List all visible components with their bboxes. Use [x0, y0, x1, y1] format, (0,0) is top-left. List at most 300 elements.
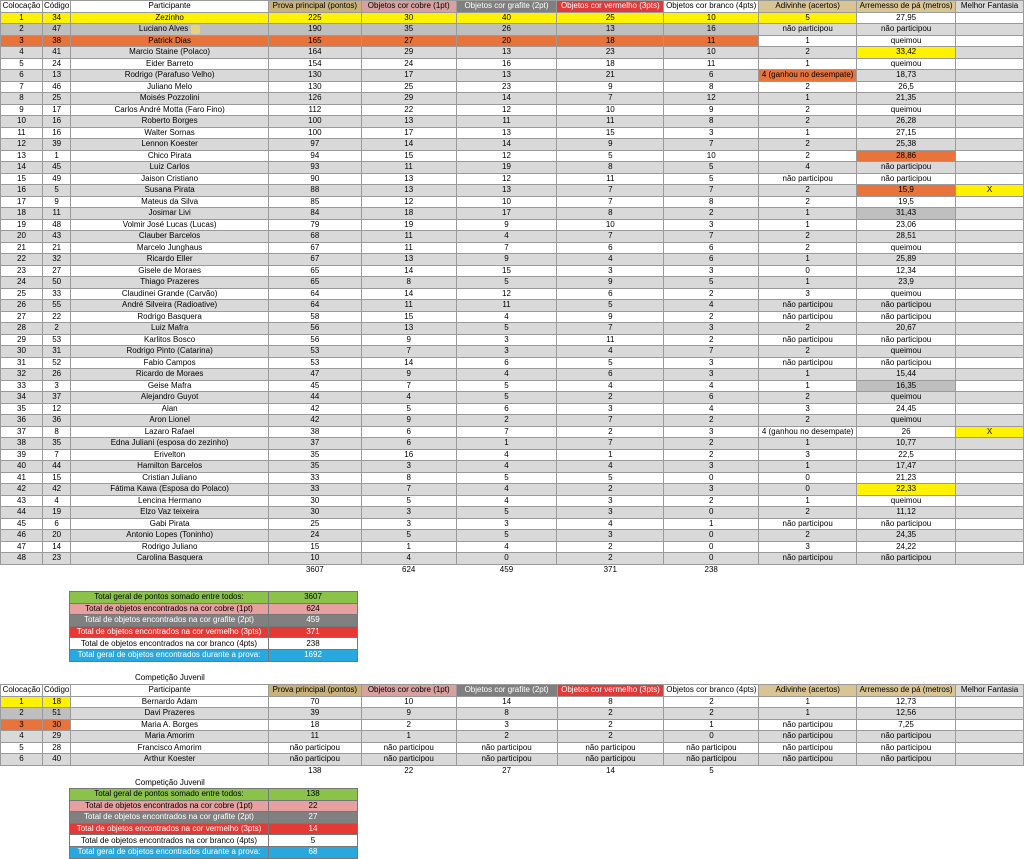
- cell[interactable]: 18: [557, 58, 664, 70]
- cell[interactable]: Francisco Amorim: [71, 742, 269, 754]
- cell[interactable]: [956, 484, 1024, 496]
- cell[interactable]: 2: [557, 426, 664, 438]
- cell[interactable]: 30: [268, 495, 361, 507]
- cell[interactable]: 9: [42, 196, 70, 208]
- cell[interactable]: 33: [42, 288, 70, 300]
- table-row[interactable]: [1, 208, 1024, 220]
- cell[interactable]: 6: [557, 369, 664, 381]
- cell[interactable]: 2: [456, 731, 557, 743]
- cell[interactable]: 2: [759, 323, 857, 335]
- table-row[interactable]: [1, 277, 1024, 289]
- cell[interactable]: 2: [664, 696, 759, 708]
- cell[interactable]: Ricardo Eller: [71, 254, 269, 266]
- cell[interactable]: 13: [557, 24, 664, 36]
- cell[interactable]: 1: [664, 719, 759, 731]
- cell[interactable]: 1: [759, 127, 857, 139]
- table-row[interactable]: [1, 104, 1024, 116]
- cell[interactable]: não participou: [759, 173, 857, 185]
- cell[interactable]: Thiago Prazeres: [71, 277, 269, 289]
- cell[interactable]: [956, 24, 1024, 36]
- cell[interactable]: 10: [1, 116, 43, 128]
- cell[interactable]: Cristian Juliano: [71, 472, 269, 484]
- cell[interactable]: 38: [42, 35, 70, 47]
- cell[interactable]: 3: [557, 530, 664, 542]
- cell[interactable]: 24,22: [857, 541, 956, 553]
- cell[interactable]: 24,35: [857, 530, 956, 542]
- cell[interactable]: 47: [42, 24, 70, 36]
- cell[interactable]: não participou: [857, 300, 956, 312]
- cell[interactable]: não participou: [759, 334, 857, 346]
- cell[interactable]: 15: [42, 472, 70, 484]
- cell[interactable]: 2: [759, 346, 857, 358]
- cell[interactable]: 2: [759, 530, 857, 542]
- cell[interactable]: 3: [664, 265, 759, 277]
- cell[interactable]: 13: [456, 70, 557, 82]
- cell[interactable]: 8: [361, 472, 456, 484]
- cell[interactable]: 23: [42, 553, 70, 565]
- cell[interactable]: 4: [557, 254, 664, 266]
- cell[interactable]: não participou: [759, 518, 857, 530]
- cell[interactable]: 28,86: [857, 150, 956, 162]
- cell[interactable]: [71, 564, 269, 575]
- cell[interactable]: 100: [268, 127, 361, 139]
- cell[interactable]: 64: [268, 300, 361, 312]
- cell[interactable]: 64: [268, 288, 361, 300]
- cell[interactable]: [956, 438, 1024, 450]
- cell[interactable]: 15: [361, 311, 456, 323]
- cell[interactable]: 67: [268, 242, 361, 254]
- cell[interactable]: [956, 231, 1024, 243]
- cell[interactable]: 15,9: [857, 185, 956, 197]
- cell[interactable]: queimou: [857, 288, 956, 300]
- cell[interactable]: 20,67: [857, 323, 956, 335]
- cell[interactable]: não participou: [456, 754, 557, 766]
- cell[interactable]: 7,25: [857, 719, 956, 731]
- cell[interactable]: 27: [1, 311, 43, 323]
- cell[interactable]: 4: [1, 47, 43, 59]
- cell[interactable]: Total de objetos encontrados na cor grafite (2pt): [70, 812, 269, 824]
- cell[interactable]: não participou: [759, 754, 857, 766]
- cell[interactable]: [956, 265, 1024, 277]
- cell[interactable]: 15: [456, 265, 557, 277]
- cell[interactable]: 1: [759, 208, 857, 220]
- cell[interactable]: 41: [42, 47, 70, 59]
- cell[interactable]: 238: [269, 638, 358, 650]
- cell[interactable]: 44: [1, 507, 43, 519]
- cell[interactable]: 18,73: [857, 70, 956, 82]
- cell[interactable]: 10: [361, 696, 456, 708]
- cell[interactable]: [956, 35, 1024, 47]
- cell[interactable]: 4: [759, 162, 857, 174]
- cell[interactable]: 7: [456, 426, 557, 438]
- cell[interactable]: 9: [557, 139, 664, 151]
- cell[interactable]: [956, 495, 1024, 507]
- cell[interactable]: 39: [268, 708, 361, 720]
- cell[interactable]: 3: [456, 719, 557, 731]
- cell[interactable]: 459: [269, 615, 358, 627]
- cell[interactable]: não participou: [857, 162, 956, 174]
- cell[interactable]: 7: [361, 484, 456, 496]
- cell[interactable]: 12: [361, 196, 456, 208]
- cell[interactable]: 459: [456, 564, 557, 575]
- cell[interactable]: 3: [557, 265, 664, 277]
- cell[interactable]: queimou: [857, 35, 956, 47]
- cell[interactable]: 4: [557, 346, 664, 358]
- cell[interactable]: não participou: [857, 518, 956, 530]
- cell[interactable]: 2: [664, 334, 759, 346]
- cell[interactable]: não participou: [759, 742, 857, 754]
- cell[interactable]: 11: [361, 300, 456, 312]
- table-row[interactable]: [1, 357, 1024, 369]
- cell[interactable]: 7: [664, 185, 759, 197]
- cell[interactable]: 8: [664, 116, 759, 128]
- cell[interactable]: 1: [759, 380, 857, 392]
- cell[interactable]: 28,51: [857, 231, 956, 243]
- table-row[interactable]: [1, 81, 1024, 93]
- cell[interactable]: 100: [268, 116, 361, 128]
- cell[interactable]: Eider Barreto: [71, 58, 269, 70]
- cell[interactable]: não participou: [664, 754, 759, 766]
- cell[interactable]: Maria Amorim: [71, 731, 269, 743]
- cell[interactable]: 17: [1, 196, 43, 208]
- table-row[interactable]: [1, 507, 1024, 519]
- cell[interactable]: Bernardo Adam: [71, 696, 269, 708]
- cell[interactable]: 154: [268, 58, 361, 70]
- cell[interactable]: Objetos cor grafite (2pt): [456, 685, 557, 697]
- cell[interactable]: 22,5: [857, 449, 956, 461]
- cell[interactable]: 1: [361, 731, 456, 743]
- cell[interactable]: 5: [557, 357, 664, 369]
- table-row[interactable]: [1, 472, 1024, 484]
- cell[interactable]: [956, 127, 1024, 139]
- cell[interactable]: 0: [664, 472, 759, 484]
- cell[interactable]: 225: [268, 12, 361, 24]
- cell[interactable]: 37: [268, 438, 361, 450]
- cell[interactable]: Luiz Mafra: [71, 323, 269, 335]
- cell[interactable]: 2: [759, 150, 857, 162]
- cell[interactable]: [956, 219, 1024, 231]
- cell[interactable]: 53: [42, 334, 70, 346]
- cell[interactable]: 7: [42, 449, 70, 461]
- cell[interactable]: Objetos cor branco (4pts): [664, 685, 759, 697]
- cell[interactable]: 190: [268, 24, 361, 36]
- cell[interactable]: Objetos cor cobre (1pt): [361, 685, 456, 697]
- table-row[interactable]: [1, 415, 1024, 427]
- cell[interactable]: 8: [557, 208, 664, 220]
- table-row[interactable]: [1, 754, 1024, 766]
- cell[interactable]: 14: [557, 765, 664, 776]
- cell[interactable]: 23: [557, 47, 664, 59]
- cell[interactable]: 46: [42, 81, 70, 93]
- cell[interactable]: 2: [759, 139, 857, 151]
- cell[interactable]: não participou: [268, 754, 361, 766]
- cell[interactable]: 40: [456, 12, 557, 24]
- cell[interactable]: 0: [664, 731, 759, 743]
- table-row[interactable]: [1, 70, 1024, 82]
- cell[interactable]: 2: [759, 231, 857, 243]
- cell[interactable]: 51: [42, 708, 70, 720]
- cell[interactable]: 35: [361, 24, 456, 36]
- cell[interactable]: 23,06: [857, 219, 956, 231]
- cell[interactable]: 11: [361, 242, 456, 254]
- cell[interactable]: 11: [1, 127, 43, 139]
- cell[interactable]: 14: [42, 541, 70, 553]
- cell[interactable]: 29: [1, 334, 43, 346]
- cell[interactable]: 2: [664, 708, 759, 720]
- cell[interactable]: 371: [269, 626, 358, 638]
- cell[interactable]: não participou: [759, 24, 857, 36]
- table-row[interactable]: [1, 334, 1024, 346]
- cell[interactable]: [956, 564, 1024, 575]
- cell[interactable]: 33,42: [857, 47, 956, 59]
- cell[interactable]: 16,35: [857, 380, 956, 392]
- cell[interactable]: 31: [42, 346, 70, 358]
- cell[interactable]: 5: [557, 300, 664, 312]
- cell[interactable]: queimou: [857, 58, 956, 70]
- cell[interactable]: 14: [361, 357, 456, 369]
- cell[interactable]: 3: [1, 35, 43, 47]
- cell[interactable]: 10: [268, 553, 361, 565]
- cell[interactable]: 94: [268, 150, 361, 162]
- table-row[interactable]: [1, 541, 1024, 553]
- cell[interactable]: Clauber Barcelos: [71, 231, 269, 243]
- cell[interactable]: 40: [42, 754, 70, 766]
- cell[interactable]: 1: [1, 12, 43, 24]
- cell[interactable]: 11: [557, 334, 664, 346]
- cell[interactable]: 3: [664, 369, 759, 381]
- cell[interactable]: 14: [456, 93, 557, 105]
- cell[interactable]: [956, 196, 1024, 208]
- cell[interactable]: 1: [1, 696, 43, 708]
- cell[interactable]: não participou: [857, 357, 956, 369]
- cell[interactable]: 25: [268, 518, 361, 530]
- cell[interactable]: Chico Pirata: [71, 150, 269, 162]
- cell[interactable]: 79: [268, 219, 361, 231]
- cell[interactable]: 17: [456, 208, 557, 220]
- cell[interactable]: 70: [268, 696, 361, 708]
- cell[interactable]: 26: [1, 300, 43, 312]
- cell[interactable]: 17: [361, 70, 456, 82]
- cell[interactable]: 1: [557, 449, 664, 461]
- cell[interactable]: 33: [1, 380, 43, 392]
- cell[interactable]: 16: [456, 58, 557, 70]
- cell[interactable]: 28: [42, 742, 70, 754]
- cell[interactable]: 5: [361, 530, 456, 542]
- cell[interactable]: [956, 300, 1024, 312]
- cell[interactable]: 1: [759, 35, 857, 47]
- cell[interactable]: 53: [268, 357, 361, 369]
- cell[interactable]: 55: [42, 300, 70, 312]
- cell[interactable]: Adivinhe (acertos): [759, 1, 857, 13]
- cell[interactable]: 45: [42, 162, 70, 174]
- cell[interactable]: 4: [557, 461, 664, 473]
- cell[interactable]: 2: [664, 495, 759, 507]
- table-row[interactable]: [1, 719, 1024, 731]
- cell[interactable]: 624: [269, 603, 358, 615]
- cell[interactable]: 2: [759, 507, 857, 519]
- cell[interactable]: 45: [268, 380, 361, 392]
- cell[interactable]: 27,15: [857, 127, 956, 139]
- cell[interactable]: 9: [664, 104, 759, 116]
- table-row[interactable]: [1, 185, 1024, 197]
- cell[interactable]: [1, 564, 43, 575]
- cell[interactable]: 37: [1, 426, 43, 438]
- table-row[interactable]: [1, 742, 1024, 754]
- cell[interactable]: 42: [268, 415, 361, 427]
- cell[interactable]: 2: [557, 708, 664, 720]
- cell[interactable]: 13: [456, 127, 557, 139]
- cell[interactable]: 36: [1, 415, 43, 427]
- table-row[interactable]: [1, 403, 1024, 415]
- table-row[interactable]: [1, 696, 1024, 708]
- cell[interactable]: [956, 334, 1024, 346]
- cell[interactable]: Participante: [71, 685, 269, 697]
- cell[interactable]: 5: [456, 530, 557, 542]
- cell[interactable]: Moisés Pozzolini: [71, 93, 269, 105]
- cell[interactable]: 37: [42, 392, 70, 404]
- cell[interactable]: 2: [664, 449, 759, 461]
- cell[interactable]: 1: [759, 219, 857, 231]
- cell[interactable]: 38: [268, 426, 361, 438]
- cell[interactable]: 20: [42, 530, 70, 542]
- cell[interactable]: Prova principal (pontos): [268, 1, 361, 13]
- cell[interactable]: 42: [1, 484, 43, 496]
- cell[interactable]: 39: [42, 139, 70, 151]
- cell[interactable]: [42, 765, 70, 776]
- cell[interactable]: 9: [361, 369, 456, 381]
- cell[interactable]: 18: [1, 208, 43, 220]
- cell[interactable]: 0: [759, 472, 857, 484]
- cell[interactable]: 12: [456, 288, 557, 300]
- cell[interactable]: Elzo Vaz teixeira: [71, 507, 269, 519]
- cell[interactable]: 3: [664, 484, 759, 496]
- cell[interactable]: Participante: [71, 1, 269, 13]
- cell[interactable]: não participou: [268, 742, 361, 754]
- cell[interactable]: [71, 765, 269, 776]
- cell[interactable]: queimou: [857, 104, 956, 116]
- cell[interactable]: 26,28: [857, 116, 956, 128]
- cell[interactable]: 65: [268, 277, 361, 289]
- cell[interactable]: 14: [456, 139, 557, 151]
- cell[interactable]: 2: [759, 47, 857, 59]
- cell[interactable]: 48: [42, 219, 70, 231]
- cell[interactable]: 12: [664, 93, 759, 105]
- cell[interactable]: 1: [664, 518, 759, 530]
- cell[interactable]: 30: [42, 719, 70, 731]
- cell[interactable]: 12: [1, 139, 43, 151]
- cell[interactable]: queimou: [857, 346, 956, 358]
- cell[interactable]: 93: [268, 162, 361, 174]
- cell[interactable]: 32: [1, 369, 43, 381]
- cell[interactable]: 5: [456, 277, 557, 289]
- cell[interactable]: 6: [664, 392, 759, 404]
- cell[interactable]: 47: [268, 369, 361, 381]
- table-row[interactable]: [1, 24, 1024, 36]
- cell[interactable]: 130: [268, 70, 361, 82]
- cell[interactable]: 7: [361, 346, 456, 358]
- cell[interactable]: Jaison Cristiano: [71, 173, 269, 185]
- table-row[interactable]: [1, 242, 1024, 254]
- cell[interactable]: [956, 357, 1024, 369]
- cell[interactable]: 44: [268, 392, 361, 404]
- cell[interactable]: 8: [456, 708, 557, 720]
- cell[interactable]: 23: [456, 81, 557, 93]
- cell[interactable]: 21: [1, 242, 43, 254]
- cell[interactable]: não participou: [857, 311, 956, 323]
- cell[interactable]: 27: [42, 265, 70, 277]
- cell[interactable]: 13: [456, 47, 557, 59]
- cell[interactable]: 16: [361, 449, 456, 461]
- cell[interactable]: [956, 708, 1024, 720]
- cell[interactable]: 2: [759, 116, 857, 128]
- cell[interactable]: 5: [1, 742, 43, 754]
- cell[interactable]: 6: [557, 242, 664, 254]
- cell[interactable]: Gisele de Moraes: [71, 265, 269, 277]
- cell[interactable]: [42, 564, 70, 575]
- cell[interactable]: Karlitos Bosco: [71, 334, 269, 346]
- cell[interactable]: [956, 541, 1024, 553]
- cell[interactable]: 4 (ganhou no desempate): [759, 70, 857, 82]
- cell[interactable]: 23,9: [857, 277, 956, 289]
- cell[interactable]: 2: [664, 438, 759, 450]
- cell[interactable]: 3607: [268, 564, 361, 575]
- cell[interactable]: 39: [1, 449, 43, 461]
- table-row[interactable]: [1, 708, 1024, 720]
- cell[interactable]: Aron Lionel: [71, 415, 269, 427]
- cell[interactable]: 24: [1, 277, 43, 289]
- cell[interactable]: 1: [759, 93, 857, 105]
- table-row[interactable]: [1, 58, 1024, 70]
- table-row[interactable]: [1, 392, 1024, 404]
- cell[interactable]: André Silveira (Radioative): [71, 300, 269, 312]
- table-row[interactable]: [1, 311, 1024, 323]
- cell[interactable]: 19: [456, 162, 557, 174]
- cell[interactable]: 12,56: [857, 708, 956, 720]
- cell[interactable]: 13: [361, 185, 456, 197]
- table-row[interactable]: [1, 731, 1024, 743]
- cell[interactable]: não participou: [557, 742, 664, 754]
- cell[interactable]: 0: [456, 553, 557, 565]
- cell[interactable]: [956, 449, 1024, 461]
- cell[interactable]: 624: [361, 564, 456, 575]
- cell[interactable]: 14: [456, 696, 557, 708]
- cell[interactable]: 371: [557, 564, 664, 575]
- cell[interactable]: Total geral de pontos somado entre todos:: [70, 789, 269, 801]
- cell[interactable]: Edna Juliani (esposa do zezinho): [71, 438, 269, 450]
- cell[interactable]: 3: [759, 403, 857, 415]
- cell[interactable]: 16: [664, 24, 759, 36]
- cell[interactable]: 4: [456, 484, 557, 496]
- table-row[interactable]: [1, 518, 1024, 530]
- cell[interactable]: Colocação: [1, 1, 43, 13]
- cell[interactable]: 97: [268, 139, 361, 151]
- cell[interactable]: 13: [1, 150, 43, 162]
- cell[interactable]: [956, 719, 1024, 731]
- cell[interactable]: 5: [456, 392, 557, 404]
- cell[interactable]: não participou: [557, 754, 664, 766]
- cell[interactable]: 8: [664, 196, 759, 208]
- cell[interactable]: 6: [557, 288, 664, 300]
- cell[interactable]: 4: [456, 311, 557, 323]
- cell[interactable]: [956, 765, 1024, 776]
- cell[interactable]: Total de objetos encontrados na cor branco (4pts): [70, 835, 269, 847]
- cell[interactable]: 13: [361, 323, 456, 335]
- cell[interactable]: 15: [1, 173, 43, 185]
- cell[interactable]: [956, 530, 1024, 542]
- cell[interactable]: [956, 518, 1024, 530]
- cell[interactable]: Davi Prazeres: [71, 708, 269, 720]
- cell[interactable]: 9: [456, 219, 557, 231]
